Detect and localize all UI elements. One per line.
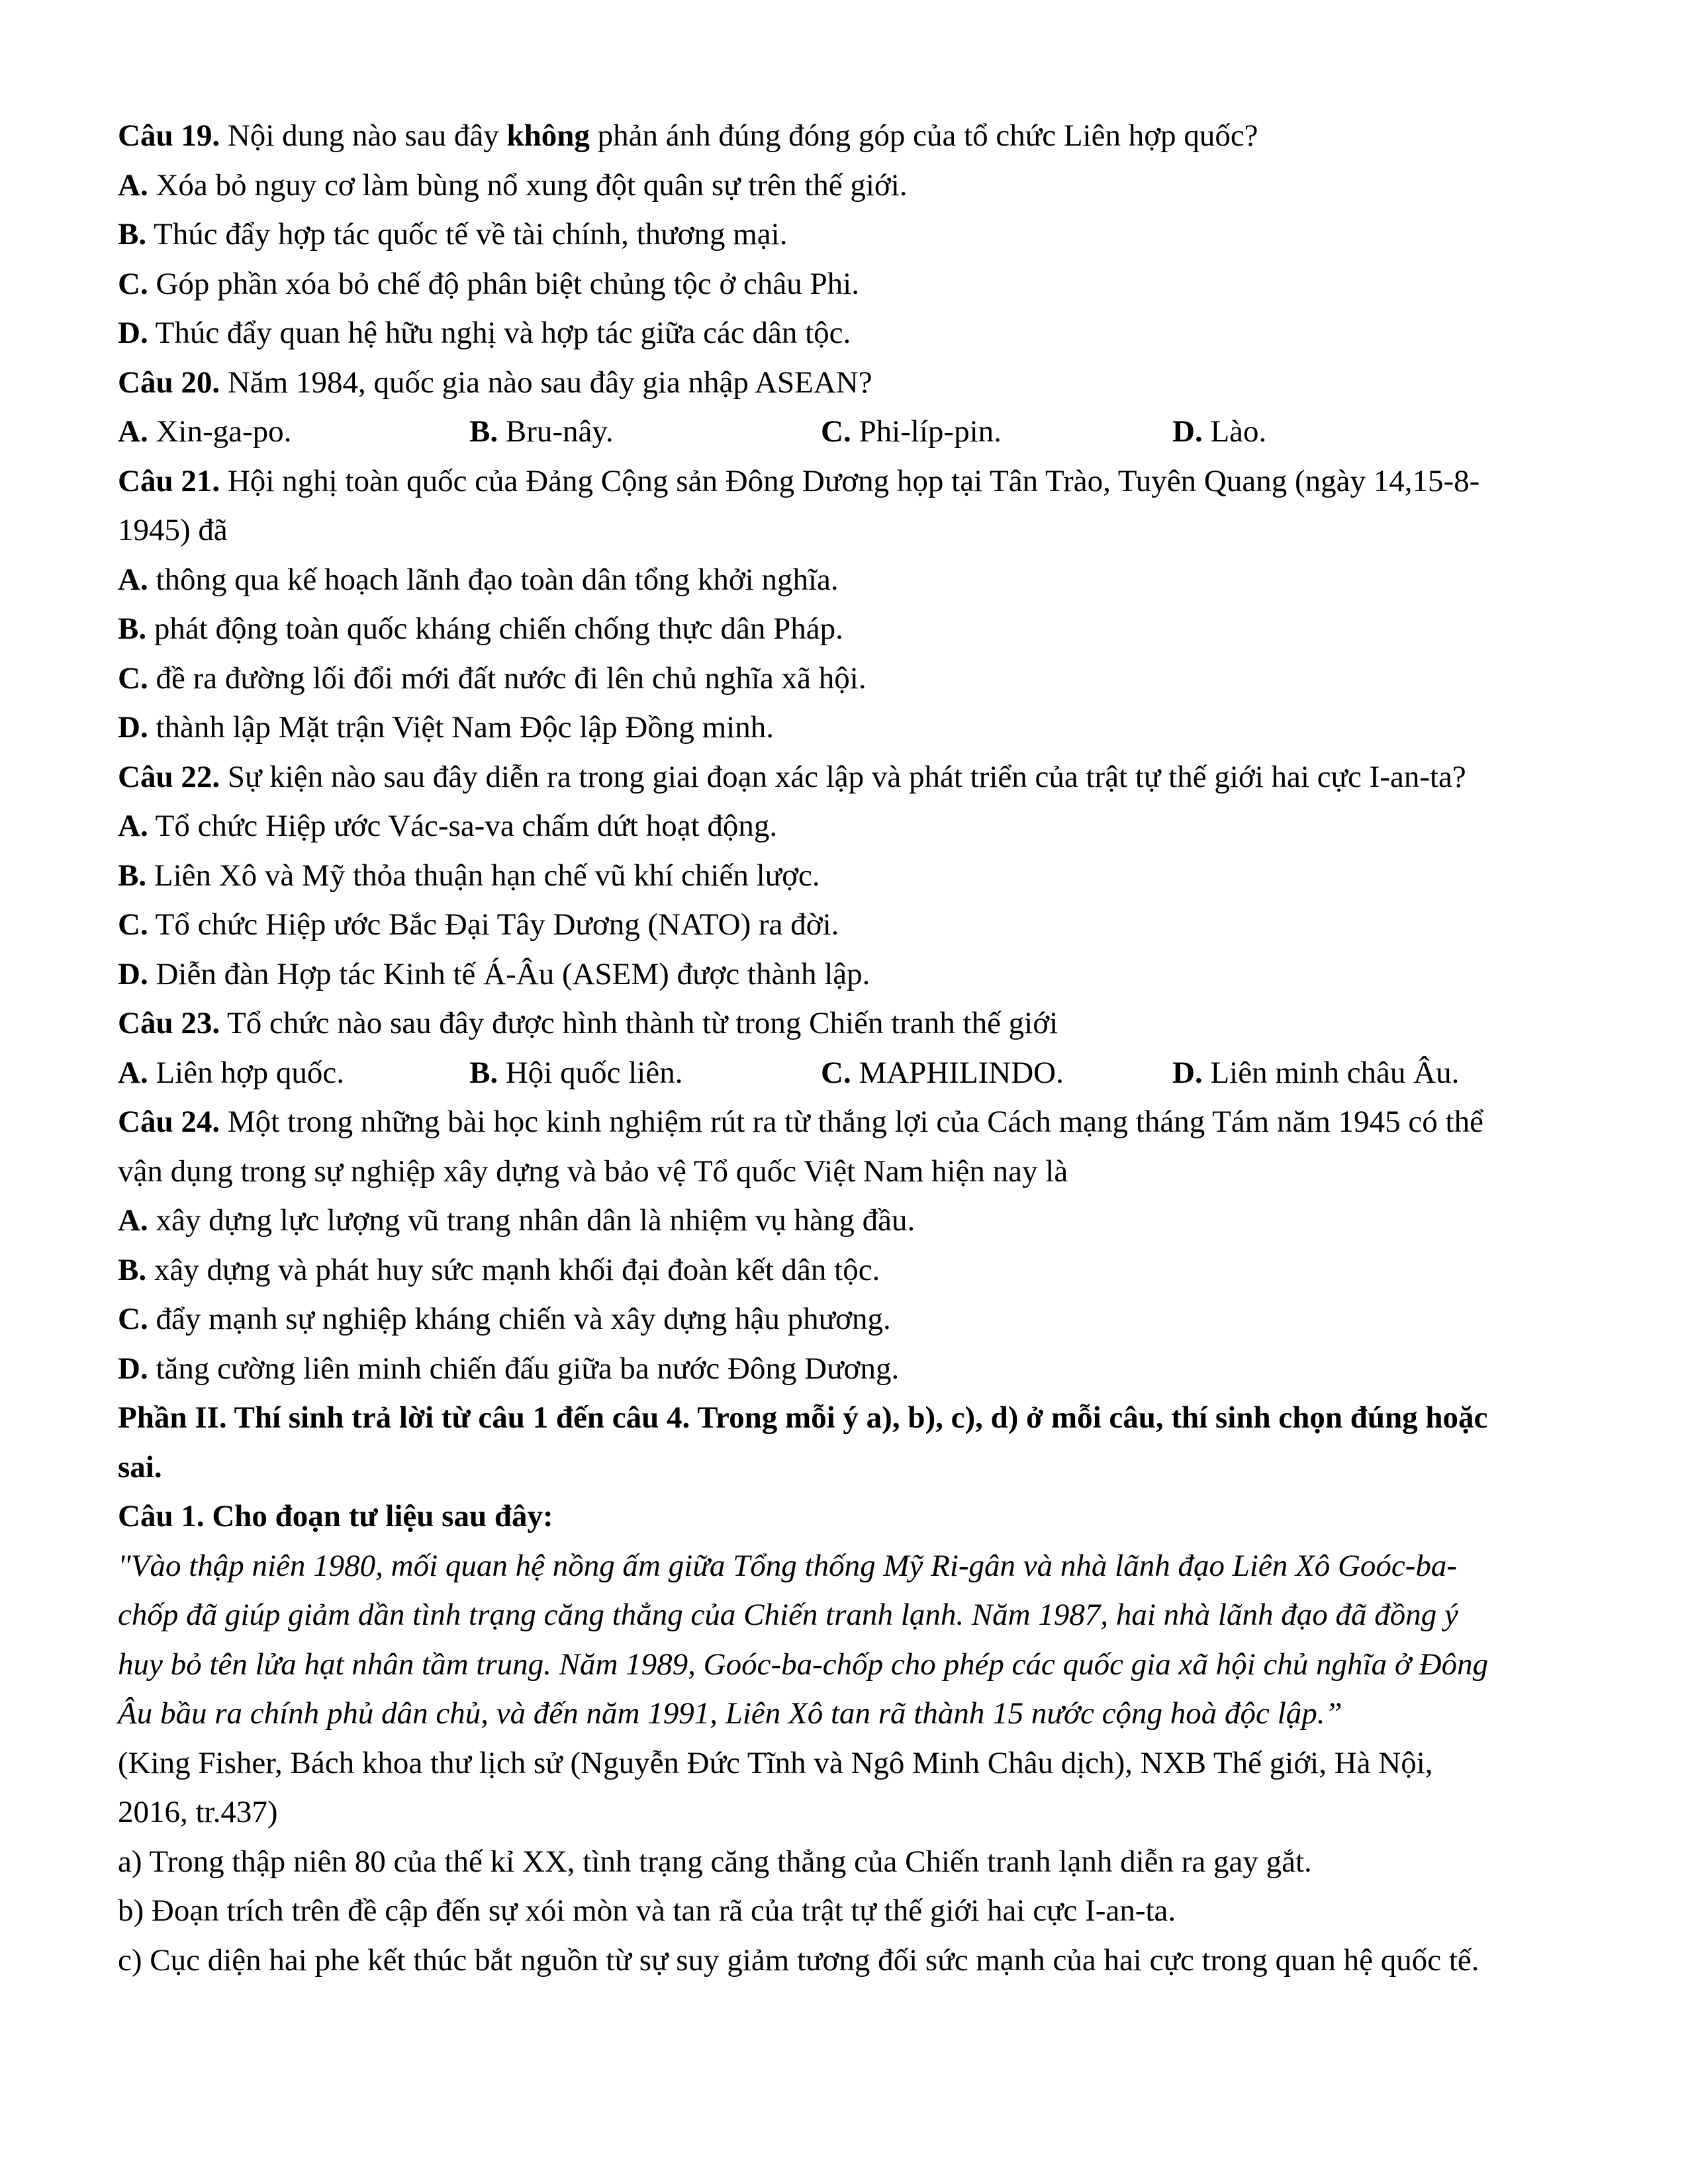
option-key: B. — [118, 1252, 147, 1287]
question-text: Năm 1984, quốc gia nào sau đây gia nhập ASEAN? — [220, 365, 872, 400]
option-text: Phi-líp-pin. — [851, 414, 1002, 449]
question-number: Câu 24. — [118, 1105, 220, 1139]
option-key: B. — [469, 414, 498, 449]
option-a — [118, 407, 469, 457]
question-22-option-a — [118, 801, 1587, 851]
question-number: Câu 22. — [118, 759, 220, 794]
option-text: Liên Xô và Mỹ thỏa thuận hạn chế vũ khí chiến lược. — [146, 858, 820, 893]
question-22-option-b — [118, 851, 1587, 901]
option-key: A. — [118, 809, 148, 843]
question-text: 1945) đã — [118, 513, 228, 547]
option-text: xây dựng và phát huy sức mạnh khối đại đoàn kết dân tộc. — [146, 1252, 880, 1287]
question-24-option-d — [118, 1344, 1587, 1394]
option-key: A. — [118, 167, 148, 203]
question-19-option-d — [118, 308, 1587, 358]
option-key: D. — [118, 710, 148, 745]
question-24-option-b — [118, 1246, 1587, 1295]
question-24-stem-cont — [118, 1147, 1587, 1197]
source-quote-line: chốp đã giúp giảm dần tình trạng căng thẳng của Chiến tranh lạnh. Năm 1987, hai nhà lãnh đạo đã đồng ý — [118, 1598, 1458, 1632]
option-text: đề ra đường lối đổi mới đất nước đi lên chủ nghĩa xã hội. — [148, 660, 867, 696]
option-text: Góp phần xóa bỏ chế độ phân biệt chủng tộc ở châu Phi. — [148, 266, 859, 301]
option-key: A. — [118, 562, 148, 597]
option-text: MAPHILINDO. — [851, 1055, 1064, 1090]
option-text: thông qua kế hoạch lãnh đạo toàn dân tổng khởi nghĩa. — [148, 562, 839, 597]
statement-c: c) Cục diện hai phe kết thúc bắt nguồn từ sự suy giảm tương đối sức mạnh của hai cực trong quan hệ quốc tế. — [118, 1942, 1479, 1978]
question-19-option-c — [118, 259, 1587, 309]
question-21-option-c — [118, 654, 1587, 704]
question-19-option-a — [118, 161, 1587, 210]
question-text: Tổ chức nào sau đây được hình thành từ trong Chiến tranh thế giới — [220, 1006, 1058, 1040]
source-quote-line: Âu bầu ra chính phủ dân chủ, và đến năm 1991, Liên Xô tan rã thành 15 nước cộng hoà độc lập.” — [118, 1696, 1342, 1731]
question-24-option-a — [118, 1196, 1587, 1246]
question-number: Câu 21. — [118, 463, 220, 498]
option-text: Hội quốc liên. — [498, 1055, 683, 1090]
question-text: Một trong những bài học kinh nghiệm rút ra từ thắng lợi của Cách mạng tháng Tám năm 1945 có thể — [220, 1105, 1483, 1139]
option-text: Tổ chức Hiệp ước Bắc Đại Tây Dương (NATO) ra đời. — [148, 907, 839, 942]
option-key: A. — [118, 1203, 148, 1238]
question-text: Nội dung nào sau đây — [220, 118, 507, 153]
option-d — [1172, 407, 1524, 457]
statement-a: a) Trong thập niên 80 của thế kỉ XX, tình trạng căng thẳng của Chiến tranh lạnh diễn ra gay gắt. — [118, 1844, 1312, 1879]
question-number: Câu 20. — [118, 365, 220, 400]
option-text: xây dựng lực lượng vũ trang nhân dân là nhiệm vụ hàng đầu. — [148, 1203, 915, 1238]
question-23-options — [118, 1048, 1587, 1098]
option-text: Xóa bỏ nguy cơ làm bùng nổ xung đột quân sự trên thế giới. — [148, 167, 908, 203]
question-24-option-c — [118, 1295, 1587, 1344]
option-b — [469, 407, 821, 457]
option-text: thành lập Mặt trận Việt Nam Độc lập Đồng minh. — [148, 710, 774, 745]
question-20-stem — [118, 358, 1587, 408]
option-text: đẩy mạnh sự nghiệp kháng chiến và xây dựng hậu phương. — [148, 1302, 891, 1336]
option-key: C. — [821, 1055, 851, 1090]
option-key: D. — [118, 316, 148, 350]
part-2-question-1-heading: Câu 1. Cho đoạn tư liệu sau đây: — [118, 1499, 553, 1533]
option-text: Diễn đàn Hợp tác Kinh tế Á-Âu (ASEM) được thành lập. — [148, 956, 870, 991]
question-20-options — [118, 407, 1587, 457]
question-24-stem — [118, 1097, 1587, 1147]
option-key: B. — [118, 217, 147, 251]
option-d — [1172, 1048, 1524, 1098]
question-emphasis: không — [506, 118, 590, 153]
source-quote-line: "Vào thập niên 1980, mối quan hệ nồng ấm giữa Tổng thống Mỹ Ri-gân và nhà lãnh đạo Liên Xô Goóc-ba- — [118, 1548, 1458, 1583]
option-key: A. — [118, 414, 148, 449]
option-text: phát động toàn quốc kháng chiến chống thực dân Pháp. — [146, 612, 843, 646]
option-key: A. — [118, 1055, 148, 1090]
source-citation: (King Fisher, Bách khoa thư lịch sử (Nguyễn Đức Tĩnh và Ngô Minh Châu dịch), NXB Thế giới, Hà Nội, — [118, 1745, 1433, 1780]
question-21-option-a — [118, 555, 1587, 605]
option-key: B. — [118, 612, 147, 646]
source-quote-line: huy bỏ tên lửa hạt nhân tầm trung. Năm 1989, Goóc-ba-chốp cho phép các quốc gia xã hội chủ nghĩa ở Đông — [118, 1647, 1489, 1682]
option-key: C. — [118, 266, 148, 301]
question-21-stem — [118, 457, 1587, 506]
option-a — [118, 1048, 469, 1098]
option-text: Liên hợp quốc. — [148, 1055, 345, 1090]
question-text: Sự kiện nào sau đây diễn ra trong giai đoạn xác lập và phát triển của trật tự thế giới hai cực I-an-ta? — [220, 759, 1466, 794]
question-22-option-d — [118, 950, 1587, 999]
option-c — [821, 1048, 1172, 1098]
question-21-option-b — [118, 604, 1587, 654]
question-text: Hội nghị toàn quốc của Đảng Cộng sản Đông Dương họp tại Tân Trào, Tuyên Quang (ngày 14,15-8- — [220, 463, 1480, 498]
option-key: C. — [118, 1302, 148, 1336]
exam-page — [118, 111, 1587, 1985]
option-key: C. — [821, 414, 851, 449]
question-number: Câu 19. — [118, 118, 220, 153]
question-text: vận dụng trong sự nghiệp xây dựng và bảo vệ Tổ quốc Việt Nam hiện nay là — [118, 1154, 1068, 1189]
option-text: Liên minh châu Âu. — [1202, 1055, 1460, 1090]
option-key: B. — [118, 858, 147, 893]
question-21-option-d — [118, 703, 1587, 752]
question-23-stem — [118, 999, 1587, 1048]
option-key: D. — [1172, 414, 1203, 449]
option-text: tăng cường liên minh chiến đấu giữa ba nước Đông Dương. — [148, 1351, 900, 1386]
question-22-stem — [118, 752, 1587, 802]
option-text: Xin-ga-po. — [148, 414, 292, 449]
part-2-instruction: Phần II. Thí sinh trả lời từ câu 1 đến câu 4. Trong mỗi ý a), b), c), d) ở mỗi câu, thí sinh chọn đúng hoặc — [118, 1400, 1488, 1435]
option-text: Bru-nây. — [498, 414, 614, 449]
option-key: D. — [118, 1351, 148, 1386]
option-text: Lào. — [1202, 414, 1267, 449]
question-19-option-b — [118, 210, 1587, 259]
question-21-stem-cont — [118, 506, 1587, 555]
option-text: Thúc đẩy hợp tác quốc tế về tài chính, thương mại. — [146, 217, 788, 251]
statement-b: b) Đoạn trích trên đề cập đến sự xói mòn và tan rã của trật tự thế giới hai cực I-an-ta. — [118, 1893, 1176, 1928]
question-number: Câu 23. — [118, 1006, 220, 1040]
option-key: D. — [118, 956, 148, 991]
part-2-instruction-cont: sai. — [118, 1449, 162, 1484]
question-text: phản ánh đúng đóng góp của tổ chức Liên hợp quốc? — [589, 118, 1258, 153]
option-text: Thúc đẩy quan hệ hữu nghị và hợp tác giữa các dân tộc. — [148, 316, 851, 350]
option-text: Tổ chức Hiệp ước Vác-sa-va chấm dứt hoạt động. — [148, 809, 778, 843]
question-19-stem — [118, 111, 1587, 161]
option-c — [821, 407, 1172, 457]
option-key: B. — [469, 1055, 498, 1090]
question-22-option-c — [118, 900, 1587, 950]
option-key: C. — [118, 660, 148, 696]
option-key: D. — [1172, 1055, 1203, 1090]
source-citation-cont: 2016, tr.437) — [118, 1795, 278, 1829]
option-b — [469, 1048, 821, 1098]
option-key: C. — [118, 907, 148, 942]
